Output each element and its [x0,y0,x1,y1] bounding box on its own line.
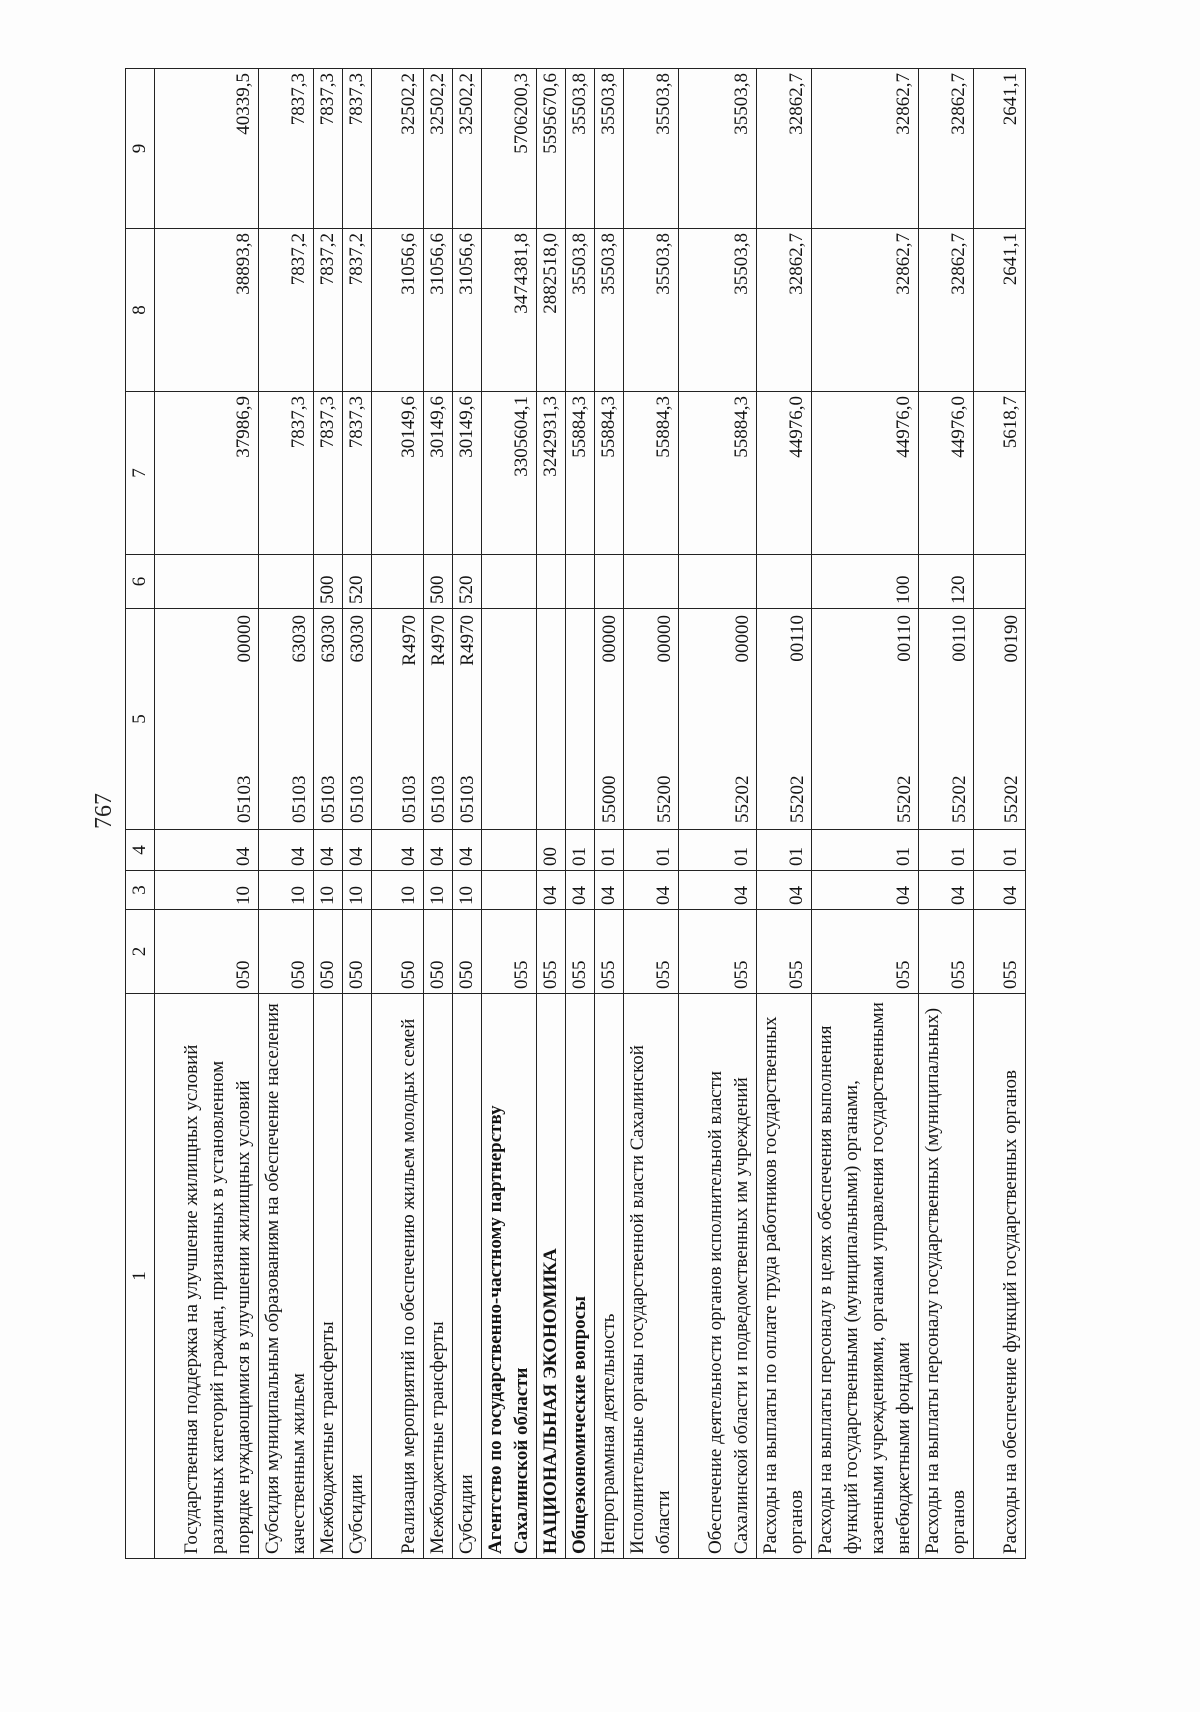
cell-amount-year1: 55884,3 [624,392,679,555]
cell-code-article [482,609,537,830]
cell-amount-year3: 35503,8 [679,69,757,229]
table-row [453,69,482,1559]
cell-code-article-program: 55202 [1001,775,1022,823]
cell-code-ministry: 055 [566,910,595,994]
cell-code-expense-type [974,555,1026,609]
cell-code-ministry: 055 [974,910,1026,994]
cell-code-section: 10 [259,871,314,910]
row-name: Обеспечение деятельности органов исполнительной власти Сахалинской области и подведомственных им учреждений [679,994,757,1559]
cell-amount-year1: 44976,0 [919,392,974,555]
cell-amount-year1: 55884,3 [679,392,757,555]
cell-code-subsection [482,830,537,871]
cell-code-subsection: 01 [595,830,624,871]
table-row [259,69,314,1559]
cell-code-article-direction: 00000 [599,615,620,663]
table-row [757,69,812,1559]
cell-code-article [919,609,974,830]
cell-amount-year1: 7837,3 [314,392,343,555]
page-number: 767 [91,793,117,829]
cell-code-subsection: 01 [974,830,1026,871]
cell-code-ministry: 050 [155,910,259,994]
col-header-9: 9 [126,69,155,229]
cell-code-subsection: 01 [624,830,679,871]
table-row [482,69,537,1559]
table-row [595,69,624,1559]
cell-code-expense-type [624,555,679,609]
table-row [919,69,974,1559]
cell-code-article-direction: 63030 [318,615,339,663]
cell-amount-year2: 7837,2 [314,229,343,392]
cell-code-article-program: 05103 [289,775,310,823]
row-name: Государственная поддержка на улучшение жилищных условий различных категорий граждан, признанных в установленном порядке нуждающимися в улучшении жилищных условий [155,994,259,1559]
cell-amount-year3: 35503,8 [566,69,595,229]
table-row [566,69,595,1559]
row-name: Расходы на обеспечение функций государственных органов [974,994,1026,1559]
table-row [974,69,1026,1559]
cell-code-article [566,609,595,830]
cell-code-article-direction: 00110 [949,615,970,662]
col-header-8: 8 [126,229,155,392]
cell-code-article-program: 55202 [787,775,808,823]
table-row [679,69,757,1559]
cell-code-article [155,609,259,830]
cell-amount-year1: 55884,3 [595,392,624,555]
cell-code-expense-type [482,555,537,609]
cell-amount-year3: 40339,5 [155,69,259,229]
budget-table [125,68,1026,1559]
cell-amount-year3: 5706200,3 [482,69,537,229]
cell-code-article-program: 55202 [949,775,970,823]
table-row [537,69,566,1559]
cell-amount-year1: 44976,0 [812,392,919,555]
cell-amount-year2: 35503,8 [566,229,595,392]
cell-amount-year2: 3474381,8 [482,229,537,392]
cell-amount-year3: 32502,2 [372,69,424,229]
row-name: Общеэкономические вопросы [566,994,595,1559]
header-row [126,69,155,1559]
col-header-3: 3 [126,871,155,910]
cell-code-article [343,609,372,830]
cell-code-article-program: 55000 [599,775,620,823]
cell-code-article [259,609,314,830]
cell-code-article [757,609,812,830]
table-row [343,69,372,1559]
cell-code-section: 04 [566,871,595,910]
cell-amount-year3: 35503,8 [624,69,679,229]
cell-amount-year1: 30149,6 [424,392,453,555]
cell-code-section: 10 [424,871,453,910]
cell-code-subsection: 00 [537,830,566,871]
cell-code-expense-type [566,555,595,609]
cell-code-expense-type [372,555,424,609]
cell-amount-year2: 31056,6 [453,229,482,392]
cell-code-section: 04 [974,871,1026,910]
cell-code-ministry: 055 [482,910,537,994]
cell-amount-year3: 7837,3 [259,69,314,229]
cell-amount-year3: 32502,2 [453,69,482,229]
cell-code-section: 10 [343,871,372,910]
table-row [155,69,259,1559]
cell-amount-year2: 38893,8 [155,229,259,392]
cell-code-article-direction: 00000 [732,615,753,663]
cell-code-article-program: 55200 [654,775,675,823]
table-row [424,69,453,1559]
cell-amount-year3: 2641,1 [974,69,1026,229]
cell-amount-year2: 32862,7 [919,229,974,392]
cell-code-section: 04 [595,871,624,910]
cell-code-section: 10 [372,871,424,910]
col-header-2: 2 [126,910,155,994]
cell-amount-year2: 31056,6 [424,229,453,392]
cell-amount-year2: 35503,8 [624,229,679,392]
cell-code-article-direction: 00000 [654,615,675,663]
cell-code-subsection: 01 [919,830,974,871]
cell-code-article-program: 05103 [318,775,339,823]
table-row [812,69,919,1559]
cell-code-expense-type: 500 [314,555,343,609]
cell-code-article [314,609,343,830]
cell-amount-year2: 32862,7 [757,229,812,392]
row-name: Расходы на выплаты по оплате труда работников государственных органов [757,994,812,1559]
cell-code-section: 10 [453,871,482,910]
cell-code-article-program: 05103 [457,775,478,823]
cell-code-expense-type [259,555,314,609]
cell-code-article-direction: 00190 [1001,615,1022,663]
cell-amount-year1: 7837,3 [343,392,372,555]
cell-code-article [372,609,424,830]
cell-amount-year1: 3242931,3 [537,392,566,555]
cell-code-article-program: 55202 [732,775,753,823]
row-name: Агентство по государственно-частному партнерству Сахалинской области [482,994,537,1559]
cell-amount-year1: 55884,3 [566,392,595,555]
cell-code-subsection: 01 [757,830,812,871]
cell-code-expense-type [679,555,757,609]
cell-code-section: 10 [155,871,259,910]
cell-code-article-direction: R4970 [399,615,420,666]
cell-amount-year1: 7837,3 [259,392,314,555]
cell-amount-year2: 2641,1 [974,229,1026,392]
cell-amount-year2: 31056,6 [372,229,424,392]
cell-code-section: 04 [919,871,974,910]
cell-code-subsection: 04 [314,830,343,871]
col-header-7: 7 [126,392,155,555]
row-name: Субсидии [453,994,482,1559]
cell-code-ministry: 050 [424,910,453,994]
cell-code-article [424,609,453,830]
cell-amount-year2: 32862,7 [812,229,919,392]
row-name: Субсидия муниципальным образованиям на обеспечение населения качественным жильем [259,994,314,1559]
row-name: Расходы на выплаты персоналу в целях обеспечения выполнения функций государственными (муниципальными) органами, казенными учреждениями, органами управления государственными внебюджетными фондами [812,994,919,1559]
cell-code-article [812,609,919,830]
cell-amount-year3: 7837,3 [343,69,372,229]
cell-code-subsection: 04 [453,830,482,871]
cell-code-expense-type [155,555,259,609]
cell-amount-year3: 7837,3 [314,69,343,229]
cell-code-expense-type: 520 [343,555,372,609]
cell-code-article-direction: 63030 [289,615,310,663]
cell-code-subsection: 04 [259,830,314,871]
cell-code-article [624,609,679,830]
cell-code-ministry: 050 [343,910,372,994]
cell-amount-year3: 32502,2 [424,69,453,229]
cell-code-article-program: 55202 [894,775,915,823]
cell-code-article [974,609,1026,830]
cell-amount-year2: 7837,2 [343,229,372,392]
cell-code-expense-type: 120 [919,555,974,609]
cell-code-article-direction: 00110 [787,615,808,662]
cell-code-article [537,609,566,830]
cell-amount-year2: 7837,2 [259,229,314,392]
row-name: Исполнительные органы государственной власти Сахалинской области [624,994,679,1559]
cell-code-article-direction: 00000 [234,615,255,663]
row-name: Субсидии [343,994,372,1559]
col-header-5: 5 [126,609,155,830]
cell-code-section [482,871,537,910]
cell-code-ministry: 055 [812,910,919,994]
cell-amount-year1: 37986,9 [155,392,259,555]
cell-code-ministry: 055 [595,910,624,994]
cell-amount-year1: 30149,6 [372,392,424,555]
cell-amount-year3: 32862,7 [757,69,812,229]
cell-code-subsection: 01 [812,830,919,871]
row-name: Реализация мероприятий по обеспечению жильем молодых семей [372,994,424,1559]
cell-code-subsection: 04 [372,830,424,871]
cell-amount-year2: 35503,8 [679,229,757,392]
cell-code-ministry: 055 [919,910,974,994]
col-header-6: 6 [126,555,155,609]
cell-code-article-program: 05103 [234,775,255,823]
cell-amount-year2: 2882518,0 [537,229,566,392]
cell-code-article [595,609,624,830]
cell-amount-year3: 32862,7 [812,69,919,229]
cell-code-article-program: 05103 [428,775,449,823]
rotated-table-container [125,69,1080,1559]
cell-amount-year1: 5618,7 [974,392,1026,555]
cell-amount-year2: 35503,8 [595,229,624,392]
cell-code-article-direction: 00110 [894,615,915,662]
cell-code-section: 04 [537,871,566,910]
cell-code-article-direction: 63030 [347,615,368,663]
cell-amount-year1: 3305604,1 [482,392,537,555]
table-row [372,69,424,1559]
cell-amount-year3: 35503,8 [595,69,624,229]
row-name: Расходы на выплаты персоналу государственных (муниципальных) органов [919,994,974,1559]
cell-code-section: 04 [757,871,812,910]
table-row [624,69,679,1559]
cell-code-section: 04 [679,871,757,910]
row-name: НАЦИОНАЛЬНАЯ ЭКОНОМИКА [537,994,566,1559]
cell-code-subsection: 04 [424,830,453,871]
cell-code-article [679,609,757,830]
cell-code-article-program: 05103 [399,775,420,823]
cell-amount-year1: 30149,6 [453,392,482,555]
cell-code-article-direction: R4970 [457,615,478,666]
cell-code-subsection: 04 [343,830,372,871]
row-name: Межбюджетные трансферты [314,994,343,1559]
cell-code-article-program: 05103 [347,775,368,823]
row-name: Непрограммная деятельность [595,994,624,1559]
cell-code-article [453,609,482,830]
cell-code-expense-type: 100 [812,555,919,609]
cell-amount-year1: 44976,0 [757,392,812,555]
cell-code-ministry: 055 [624,910,679,994]
cell-code-article-direction: R4970 [428,615,449,666]
cell-code-ministry: 050 [314,910,343,994]
cell-code-ministry: 055 [757,910,812,994]
cell-code-section: 04 [624,871,679,910]
cell-code-expense-type [537,555,566,609]
col-header-1: 1 [126,994,155,1559]
cell-code-section: 10 [314,871,343,910]
cell-code-subsection: 01 [679,830,757,871]
cell-amount-year3: 32862,7 [919,69,974,229]
cell-code-subsection: 01 [566,830,595,871]
cell-code-expense-type [757,555,812,609]
cell-code-ministry: 050 [259,910,314,994]
cell-code-ministry: 050 [372,910,424,994]
cell-code-ministry: 050 [453,910,482,994]
row-name: Межбюджетные трансферты [424,994,453,1559]
cell-code-section: 04 [812,871,919,910]
cell-code-expense-type: 500 [424,555,453,609]
cell-code-ministry: 055 [537,910,566,994]
col-header-4: 4 [126,830,155,871]
cell-code-subsection: 04 [155,830,259,871]
cell-code-expense-type [595,555,624,609]
cell-code-ministry: 055 [679,910,757,994]
cell-code-expense-type: 520 [453,555,482,609]
cell-amount-year3: 5595670,6 [537,69,566,229]
table-row [314,69,343,1559]
